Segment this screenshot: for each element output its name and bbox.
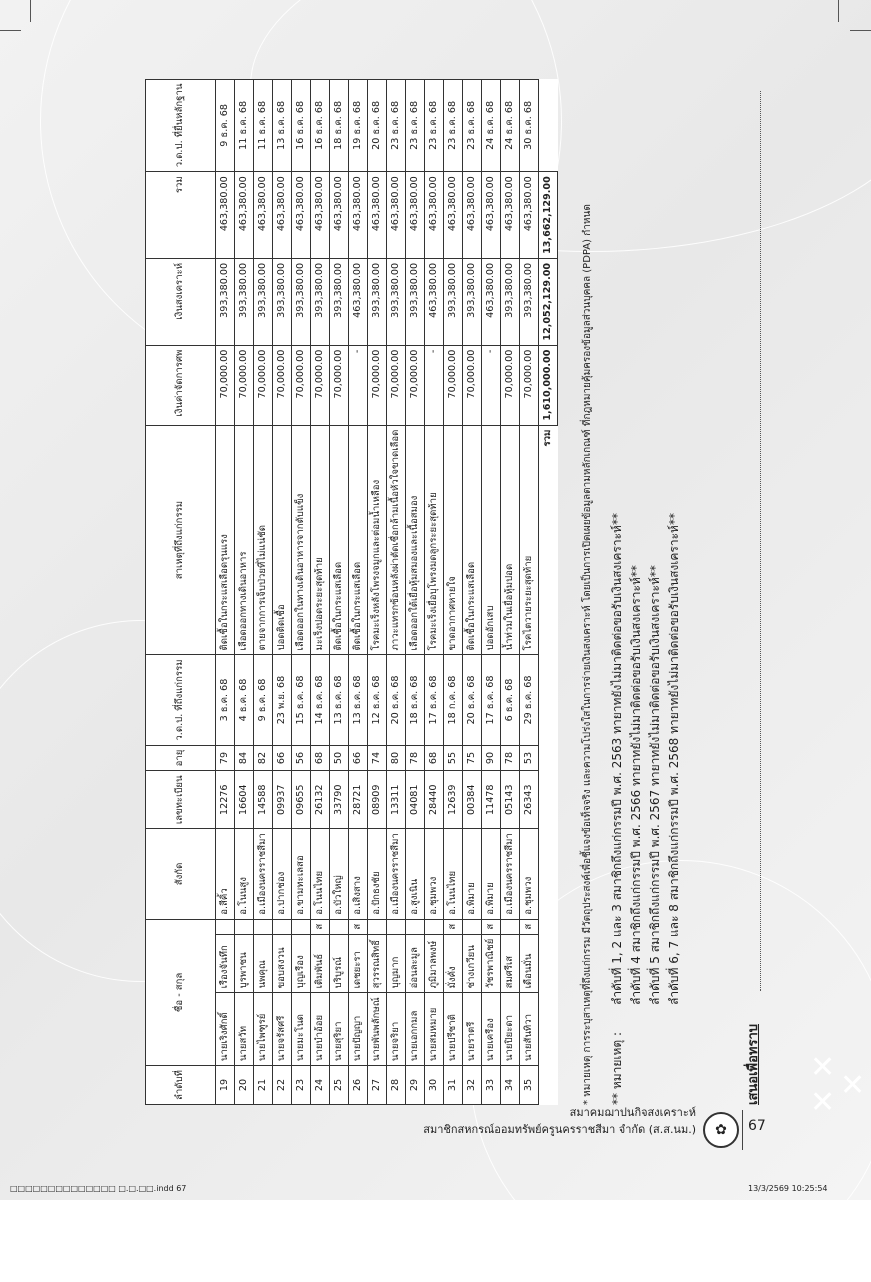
cell-submit: 23 ธ.ค. 68 [406, 79, 425, 172]
cell-welfare: 393,380.00 [520, 258, 539, 345]
table-row [216, 79, 235, 1104]
cell-flag [254, 919, 273, 934]
cell-welfare: 393,380.00 [406, 258, 425, 345]
cell-member: 08909 [368, 771, 387, 829]
cell-age: 68 [311, 745, 330, 771]
table-row [235, 79, 254, 1104]
remark-line: ลำดับที่ 4 สมาชิกถึงแก่กรรมปี พ.ศ. 2566 ทายาทยังไม่มาติดต่อขอรับเงินสงเคราะห์** [629, 565, 643, 1005]
cell-last: ช่างเกวียน [463, 934, 482, 993]
cell-funeral: 70,000.00 [520, 345, 539, 425]
cell-date: 4 ธ.ค. 68 [235, 655, 254, 745]
cell-total: 463,380.00 [254, 172, 273, 259]
cell-last: สุวรรณสิทธิ์ [368, 934, 387, 993]
remarks-label: ** หมายเหตุ : [610, 1031, 624, 1105]
cell-funeral: 70,000.00 [444, 345, 463, 425]
cell-date: 6 ธ.ค. 68 [501, 655, 520, 745]
association-line1: สมาคมฌาปนกิจสงเคราะห์ [569, 1106, 696, 1119]
cell-flag [330, 919, 349, 934]
cell-province: อ.ขามทะเลสอ [292, 829, 311, 920]
table-row [482, 79, 501, 1104]
cell-last: บูรพาชน [235, 934, 254, 993]
cell-submit: 16 ธ.ค. 68 [292, 79, 311, 172]
cell-date: 17 ธ.ค. 68 [425, 655, 444, 745]
cell-date: 23 พ.ย. 68 [273, 655, 292, 745]
cell-age: 75 [463, 745, 482, 771]
cell-submit: 19 ธ.ค. 68 [349, 79, 368, 172]
cell-last: วัชรพาณิชย์ [482, 934, 501, 993]
header-age: อายุ [146, 745, 216, 771]
cell-total: 463,380.00 [501, 172, 520, 259]
cell-first: นายสันทิวา [520, 993, 539, 1066]
cell-member: 09937 [273, 771, 292, 829]
cell-date: 18 ธ.ค. 68 [406, 655, 425, 745]
cell-submit: 11 ธ.ค. 68 [235, 79, 254, 172]
footer-propose-label: เสนอเพื่อทราบ [746, 1024, 761, 1105]
cell-submit: 18 ธ.ค. 68 [330, 79, 349, 172]
cell-funeral: 70,000.00 [311, 345, 330, 425]
cell-age: 55 [444, 745, 463, 771]
crop-mark [30, 0, 31, 22]
cell-welfare: 393,380.00 [235, 258, 254, 345]
print-file-name: □□□□□□□□□□□□□□ □.□.□□.indd 67 [10, 1184, 187, 1193]
cell-no: 19 [216, 1066, 235, 1105]
cell-welfare: 393,380.00 [501, 258, 520, 345]
cell-cause: ติดเชื้อในกระแสเลือดรุนแรง [216, 425, 235, 655]
cell-age: 66 [349, 745, 368, 771]
cell-welfare: 393,380.00 [273, 258, 292, 345]
remark-line: ลำดับที่ 1, 2 และ 3 สมาชิกถึงแก่กรรมปี พ.ศ. 2563 ทายาทยังไม่มาติดต่อขอรับเงินสงเคราะห์** [610, 513, 624, 1005]
cell-submit: 11 ธ.ค. 68 [254, 79, 273, 172]
table-row [444, 79, 463, 1104]
header-province: สังกัด [146, 829, 216, 920]
total-row [539, 79, 558, 1104]
cell-province: อ.โนนไทย [311, 829, 330, 920]
cell-no: 28 [387, 1066, 406, 1105]
cell-first: นายเริงศักดิ์ [216, 993, 235, 1066]
cell-first: นายไพฑูรย์ [254, 993, 273, 1066]
x-mark-icon: ✕ [840, 1068, 866, 1103]
cell-province: อ.ปักธงชัย [368, 829, 387, 920]
cell-first: นายเอกกมล [406, 993, 425, 1066]
table-row [406, 79, 425, 1104]
cell-no: 34 [501, 1066, 520, 1105]
cell-submit: 23 ธ.ค. 68 [463, 79, 482, 172]
cell-funeral: 70,000.00 [501, 345, 520, 425]
cell-first: นายบำอ้อย [311, 993, 330, 1066]
cell-cause: โรคมะเร็งเยื่อบุโพรงมดลูกระยะสุดท้าย [425, 425, 444, 655]
cell-member: 13311 [387, 771, 406, 829]
cell-total: 463,380.00 [520, 172, 539, 259]
cell-welfare: 393,380.00 [368, 258, 387, 345]
cell-first: นายสวัท [235, 993, 254, 1066]
cell-funeral: 70,000.00 [406, 345, 425, 425]
cell-last: มั่งคั่ง [444, 934, 463, 993]
cell-funeral: 70,000.00 [235, 345, 254, 425]
cell-total: 463,380.00 [292, 172, 311, 259]
cell-last: เติมพันธ์ [311, 934, 330, 993]
cell-age: 82 [254, 745, 273, 771]
remark-line: ลำดับที่ 5 สมาชิกถึงแก่กรรมปี พ.ศ. 2567 ทายาทยังไม่มาติดต่อขอรับเงินสงเคราะห์** [648, 565, 662, 1005]
total-welfare: 12,052,129.00 [539, 258, 558, 345]
table-row [463, 79, 482, 1104]
cell-first: นายปัญญา [349, 993, 368, 1066]
cell-member: 26132 [311, 771, 330, 829]
cell-date: 29 ธ.ค. 68 [520, 655, 539, 745]
table-row [311, 79, 330, 1104]
cell-member: 28721 [349, 771, 368, 829]
cell-no: 33 [482, 1066, 501, 1105]
cell-last: นพคุณ [254, 934, 273, 993]
cell-cause: น้ำท่วมในเยื่อหุ้มปอด [501, 425, 520, 655]
cell-no: 21 [254, 1066, 273, 1105]
x-mark-icon: ✕ [810, 1050, 836, 1085]
cell-no: 23 [292, 1066, 311, 1105]
table-row [273, 79, 292, 1104]
cell-last: เรืองจันทึก [216, 934, 235, 993]
cell-funeral: 70,000.00 [368, 345, 387, 425]
cell-flag: ส [349, 919, 368, 934]
association-name [423, 1104, 696, 1138]
header-no: ลำดับที่ [146, 1066, 216, 1105]
cell-cause: ติดเชื้อในกระแสเลือด [463, 425, 482, 655]
cell-province: อ.พิมาย [463, 829, 482, 920]
cell-cause: ขาดอากาศหายใจ [444, 425, 463, 655]
cell-welfare: 393,380.00 [444, 258, 463, 345]
cell-no: 26 [349, 1066, 368, 1105]
cell-total: 463,380.00 [444, 172, 463, 259]
cell-date: 20 ธ.ค. 68 [387, 655, 406, 745]
cell-province: อ.บัวใหญ่ [330, 829, 349, 920]
cell-no: 30 [425, 1066, 444, 1105]
remark-line: ลำดับที่ 6, 7 และ 8 สมาชิกถึงแก่กรรมปี พ.ศ. 2568 ทายาทยังไม่มาติดต่อขอรับเงินสงเคราะห์** [667, 513, 681, 1005]
cell-no: 35 [520, 1066, 539, 1105]
cell-submit: 23 ธ.ค. 68 [425, 79, 444, 172]
cell-cause: ติดเชื้อในกระแสเลือด [349, 425, 368, 655]
cell-age: 66 [273, 745, 292, 771]
cell-cause: ติดเชื้อในกระแสเลือด [330, 425, 349, 655]
cell-province: อ.เมืองนครราชสีมา [387, 829, 406, 920]
cell-age: 78 [501, 745, 520, 771]
cell-funeral: 70,000.00 [463, 345, 482, 425]
cell-total: 463,380.00 [387, 172, 406, 259]
table-row [520, 79, 539, 1104]
cell-total: 463,380.00 [330, 172, 349, 259]
association-seal-icon: ✿ [703, 1112, 739, 1148]
page-number: 67 [748, 1118, 766, 1134]
cell-funeral: 70,000.00 [330, 345, 349, 425]
cell-welfare: 393,380.00 [216, 258, 235, 345]
cell-flag [216, 919, 235, 934]
cell-cause: โรคมะเร็งหลังโพรงจมูกและต่อมน้ำเหลือง [368, 425, 387, 655]
table-header-row [146, 79, 216, 1104]
cell-last: เดือนมั่น [520, 934, 539, 993]
header-submit-date: ว.ด.ป. ที่ยื่นหลักฐาน [146, 79, 216, 172]
cell-funeral: 70,000.00 [387, 345, 406, 425]
cell-no: 27 [368, 1066, 387, 1105]
cell-province: อ.ชุมพวง [425, 829, 444, 920]
dotted-line [760, 91, 761, 991]
association-line2: สมาชิกสหกรณ์ออมทรัพย์ครูนครราชสีมา จำกัด (ส.ส.นม.) [423, 1123, 696, 1136]
cell-age: 56 [292, 745, 311, 771]
cell-flag [368, 919, 387, 934]
cell-province: อ.สีคิ้ว [216, 829, 235, 920]
cell-province: อ.พิมาย [482, 829, 501, 920]
cell-flag [463, 919, 482, 934]
cell-welfare: 393,380.00 [292, 258, 311, 345]
cell-total: 463,380.00 [235, 172, 254, 259]
cell-first: นายพันพลักษณ์ [368, 993, 387, 1066]
cell-member: 33790 [330, 771, 349, 829]
cell-date: 17 ธ.ค. 68 [482, 655, 501, 745]
cell-no: 20 [235, 1066, 254, 1105]
cell-cause: ภาวะแทรกซ้อนหลังผ่าตัดเชื่อกล้ามเนื้อหัวใจขาดเลือด [387, 425, 406, 655]
table-row [292, 79, 311, 1104]
cell-flag: ส [482, 919, 501, 934]
cell-first: นายจริยา [387, 993, 406, 1066]
cell-date: 12 ธ.ค. 68 [368, 655, 387, 745]
cell-province: อ.เมืองนครราชสีมา [501, 829, 520, 920]
cell-age: 90 [482, 745, 501, 771]
cell-funeral: - [425, 345, 444, 425]
cell-total: 463,380.00 [216, 172, 235, 259]
cell-first: นายสุริยา [330, 993, 349, 1066]
cell-last: ภูมิมาลพงษ์ [425, 934, 444, 993]
cell-age: 84 [235, 745, 254, 771]
cell-first: นายสมหมาย [425, 993, 444, 1066]
header-funeral: เงินค่าจัดการศพ [146, 345, 216, 425]
cell-no: 31 [444, 1066, 463, 1105]
table-row [387, 79, 406, 1104]
cell-funeral: 70,000.00 [292, 345, 311, 425]
cell-age: 50 [330, 745, 349, 771]
cell-province: อ.เมืองนครราชสีมา [254, 829, 273, 920]
cell-first: นายปิยะดา [501, 993, 520, 1066]
cell-flag: ส [311, 919, 330, 934]
cell-submit: 23 ธ.ค. 68 [387, 79, 406, 172]
cell-cause: เลือดออกในทางเดินอาหารจากตับแข็ง [292, 425, 311, 655]
cell-member: 12276 [216, 771, 235, 829]
cell-no: 32 [463, 1066, 482, 1105]
cell-date: 18 ก.ค. 68 [444, 655, 463, 745]
cell-welfare: 463,380.00 [349, 258, 368, 345]
header-total: รวม [146, 172, 216, 259]
cell-flag [425, 919, 444, 934]
cell-funeral: 70,000.00 [216, 345, 235, 425]
cell-age: 53 [520, 745, 539, 771]
cell-member: 04081 [406, 771, 425, 829]
cell-date: 15 ธ.ค. 68 [292, 655, 311, 745]
cell-no: 22 [273, 1066, 292, 1105]
cell-flag [235, 919, 254, 934]
cell-flag [406, 919, 425, 934]
cell-province: อ.โนนไทย [444, 829, 463, 920]
cell-date: 20 ธ.ค. 68 [463, 655, 482, 745]
cell-welfare: 393,380.00 [254, 258, 273, 345]
header-name: ชื่อ - สกุล [146, 919, 216, 1065]
cell-total: 463,380.00 [482, 172, 501, 259]
x-mark-icon: ✕ [810, 1085, 836, 1120]
cell-flag [292, 919, 311, 934]
table-row [330, 79, 349, 1104]
pdpa-note: * หมายเหตุ การระบุสาเหตุที่ถึงแก่กรรม มีวัตถุประสงค์เพื่อชี้แจงข้อเท็จจริง และความโปร่งใสในการจ่ายเงินสงเคราะห์ โดยเป็นการเปิดเผยข้อมูลตามหลักเกณฑ์ ที่กฎหมายคุ้มครองข้อมูลส่วนบุคคล (PDPA) กำหนด [582, 204, 593, 1105]
cell-cause: ตายจากการเจ็บป่วยที่ไม่แน่ชัด [254, 425, 273, 655]
cell-last: บริบูรณ์ [330, 934, 349, 993]
cell-member: 12639 [444, 771, 463, 829]
cell-province: อ.เสิงสาง [349, 829, 368, 920]
cell-funeral: - [349, 345, 368, 425]
cell-submit: 30 ธ.ค. 68 [520, 79, 539, 172]
cell-cause: มะเร็งปอดระยะสุดท้าย [311, 425, 330, 655]
cell-total: 463,380.00 [273, 172, 292, 259]
cell-province: อ.โนนสูง [235, 829, 254, 920]
crop-mark [850, 30, 871, 31]
cell-last: บุญเรือง [292, 934, 311, 993]
table-row [501, 79, 520, 1104]
cell-last: อ่อนละมูล [406, 934, 425, 993]
cell-age: 68 [425, 745, 444, 771]
cell-submit: 16 ธ.ค. 68 [311, 79, 330, 172]
cell-cause: ปอดติดเชื้อ [273, 425, 292, 655]
cell-date: 13 ธ.ค. 68 [330, 655, 349, 745]
cell-cause: โรคไตวายระยะสุดท้าย [520, 425, 539, 655]
cell-no: 25 [330, 1066, 349, 1105]
cell-cause: เลือดออกใต้เยื่อหุ้มสมองและเนื้อสมอง [406, 425, 425, 655]
cell-last: ขอบสงวน [273, 934, 292, 993]
divider [742, 1110, 743, 1150]
cell-welfare: 393,380.00 [463, 258, 482, 345]
header-cause: สาเหตุที่ถึงแก่กรรม [146, 425, 216, 655]
table-row [349, 79, 368, 1104]
table-row [368, 79, 387, 1104]
cell-funeral: 70,000.00 [273, 345, 292, 425]
cell-welfare: 393,380.00 [387, 258, 406, 345]
cell-total: 463,380.00 [349, 172, 368, 259]
cell-first: นายปรีชาติ [444, 993, 463, 1066]
cell-welfare: 463,380.00 [425, 258, 444, 345]
cell-member: 11478 [482, 771, 501, 829]
cell-province: อ.ปากช่อง [273, 829, 292, 920]
total-label: รวม [542, 429, 554, 447]
cell-member: 28440 [425, 771, 444, 829]
table-row [425, 79, 444, 1104]
cell-total: 463,380.00 [406, 172, 425, 259]
cell-date: 13 ธ.ค. 68 [349, 655, 368, 745]
print-datetime: 13/3/2569 10:25:54 [748, 1184, 828, 1193]
cell-flag [273, 919, 292, 934]
header-member-no: เลขทะเบียน [146, 771, 216, 829]
cell-cause: เลือดออกทางเดินอาหาร [235, 425, 254, 655]
cell-total: 463,380.00 [425, 172, 444, 259]
cell-submit: 23 ธ.ค. 68 [444, 79, 463, 172]
cell-date: 3 ธ.ค. 68 [216, 655, 235, 745]
cell-first: นายเครือง [482, 993, 501, 1066]
cell-flag [501, 919, 520, 934]
cell-flag [387, 919, 406, 934]
cell-member: 00384 [463, 771, 482, 829]
cell-flag: ส [444, 919, 463, 934]
cell-age: 79 [216, 745, 235, 771]
cell-age: 78 [406, 745, 425, 771]
cell-funeral: 70,000.00 [254, 345, 273, 425]
cell-member: 05143 [501, 771, 520, 829]
cell-date: 14 ธ.ค. 68 [311, 655, 330, 745]
table-row [254, 79, 273, 1104]
cell-member: 09655 [292, 771, 311, 829]
crop-mark [0, 30, 21, 31]
rotated-content [130, 85, 810, 1105]
cell-last: สมศรีเส [501, 934, 520, 993]
cell-submit: 24 ธ.ค. 68 [501, 79, 520, 172]
total-funeral: 1,610,000.00 [539, 345, 558, 425]
cell-first: นายมะโนด [292, 993, 311, 1066]
cell-no: 29 [406, 1066, 425, 1105]
header-welfare: เงินสงเคราะห์ [146, 258, 216, 345]
cell-submit: 20 ธ.ค. 68 [368, 79, 387, 172]
cell-total: 463,380.00 [311, 172, 330, 259]
cell-first: นายราตรี [463, 993, 482, 1066]
cell-welfare: 393,380.00 [311, 258, 330, 345]
cell-province: อ.สูงเนิน [406, 829, 425, 920]
death-benefit-table [145, 79, 558, 1105]
cell-last: เดชยะรา [349, 934, 368, 993]
cell-flag: ส [520, 919, 539, 934]
cell-age: 74 [368, 745, 387, 771]
cell-total: 463,380.00 [368, 172, 387, 259]
cell-date: 9 ธ.ค. 68 [254, 655, 273, 745]
cell-total: 463,380.00 [463, 172, 482, 259]
cell-submit: 9 ธ.ค. 68 [216, 79, 235, 172]
cell-member: 16604 [235, 771, 254, 829]
table-body [216, 79, 539, 1104]
cell-cause: ปอดอักเสบ [482, 425, 501, 655]
cell-submit: 24 ธ.ค. 68 [482, 79, 501, 172]
crop-mark [838, 0, 839, 22]
total-sum: 13,662,129.00 [539, 172, 558, 259]
cell-no: 24 [311, 1066, 330, 1105]
header-death-date: ว.ด.ป. ที่ถึงแก่กรรม [146, 655, 216, 745]
cell-member: 14588 [254, 771, 273, 829]
cell-funeral: - [482, 345, 501, 425]
cell-province: อ.ชุมพวง [520, 829, 539, 920]
cell-submit: 13 ธ.ค. 68 [273, 79, 292, 172]
cell-welfare: 463,380.00 [482, 258, 501, 345]
cell-welfare: 393,380.00 [330, 258, 349, 345]
cell-member: 26343 [520, 771, 539, 829]
cell-first: นายจรัสศรี [273, 993, 292, 1066]
cell-last: บุญมาก [387, 934, 406, 993]
cell-age: 80 [387, 745, 406, 771]
